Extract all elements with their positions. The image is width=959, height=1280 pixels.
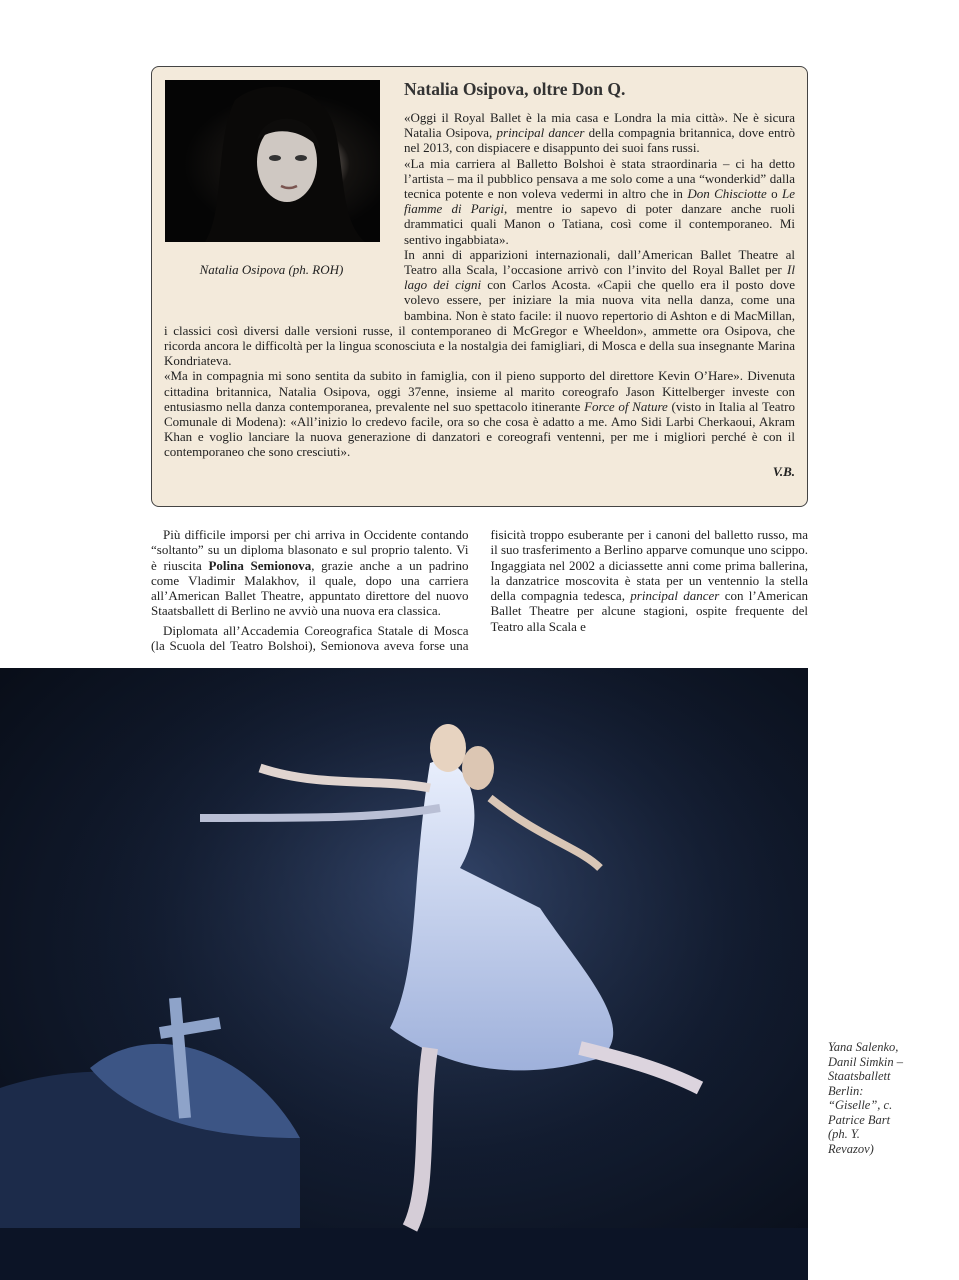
text-run: Polina Semionova <box>208 557 312 573</box>
text-run: principal dancer <box>496 125 585 141</box>
text-run: Più difficile imporsi per chi arriva in Occidente contando “soltanto” su un diploma blasonato e sul proprio talento. Vi è riuscita <box>151 527 469 573</box>
box-title: Natalia Osipova, oltre Don Q. <box>404 79 626 99</box>
photo-caption: Yana Salenko, Danil Simkin – Staatsballett Berlin: “Giselle”, c. Patrice Bart (ph. Y. Revazov) <box>828 1040 903 1156</box>
text-run: , grazie anche a un padrino come Vladimir Malakhov, il quale, dopo una carriera all’American Ballet Theatre, appuntato direttore del nuovo Staatsballett di Berlino ne avviò una nuova era classica. <box>151 557 469 619</box>
text-run: «Ma in compagnia mi sono sentita da subito in famiglia, con il pieno supporto del direttore Kevin O’Hare». Divenuta cittadina britannica, Natalia Osipova, oggi 37enne, insieme al marito coreografo Jason Kittelberger investe con entusiasmo nella danza contemporanea, prevalente nel suo spettacolo itinerante <box>164 368 795 414</box>
text-run: Don Chisciotte <box>687 186 767 202</box>
portrait-figure <box>164 79 396 317</box>
text-run: della compagnia britannica, dove entrò nel 2013, con dispiacere e disappunto dei suoi fans russi. <box>404 125 795 156</box>
portrait-image <box>165 80 380 242</box>
text-run: In anni di apparizioni internazionali, dall’American Ballet Theatre al Teatro alla Scala, l’occasione arrivò con l’invito del Royal Ballet per <box>404 246 795 278</box>
text-run: (visto in Italia al Teatro Comunale di Modena): «All’inizio lo credevo facile, ora so che cosa è adatto a me. Amo Sidi Larbi Cherkaoui, Akram Khan e voglio lanciare la nuova generazione di danzatori e coreografi ventenni, per me i migliori perché è con il contemporaneo che sono cresciuti». <box>164 398 795 460</box>
box-signature: V.B. <box>772 463 795 479</box>
text-run: principal dancer <box>630 588 720 604</box>
text-run: con l’American Ballet Theatre per alcune stagioni, ospite frequente del Teatro alla Scala e <box>490 588 808 634</box>
text-run: Il lago dei cigni <box>404 262 795 293</box>
text-run: «La mia carriera al Balletto Bolshoi è stata straordinaria – ci ha detto l’artista – ma il pubblico pensava a me solo come a una “wonderkid” dalla tecnica potente e non voleva vedermi in altro che in <box>404 155 795 202</box>
portrait-photo <box>165 80 380 242</box>
paragraph <box>151 527 469 619</box>
text-run: Force of Nature <box>584 398 668 414</box>
text-run: «Oggi il Royal Ballet è la mia casa e Londra la mia città». Ne è sicura Natalia Osipova, <box>404 110 795 141</box>
text-run: con Carlos Acosta. «Capii che quello era il posto dove volevo essere, per iniziare la mia nuova vita nella danza, come una bambina. Non è stato facile: il nuovo repertorio di Ashton e di MacMillan, i classici così diversi dalle versioni russe, il contemporaneo di McGregor e Wheeldon», ammette ora Osipova, che ricorda ancora le difficoltà per la lingua sconosciuta e la nostalgia dei famigliari, di Mosca e della sua insegnante Marina Kondriateva. <box>164 277 795 369</box>
text-run: Le fiamme di Parigi <box>404 186 796 217</box>
ballet-scene-image <box>0 668 808 1280</box>
text-run: Diplomata all’Accademia Coreografica Statale di Mosca (la Scuola del Teatro Bolshoi), Semionova aveva forse una fisicità troppo esuberante per i canoni del balletto russo, ma il suo trasferimento a Berlino apparve comunque uno scippo. Ingaggiata nel 2002 a diciassette anni come prima ballerina, la danzatrice moscovita è stata per un ventennio la stella della compagnia tedesca, <box>151 527 808 654</box>
paragraph <box>164 368 795 459</box>
article-body <box>151 527 808 657</box>
sidebar-box-osipova <box>151 66 808 507</box>
ballet-photo <box>0 668 808 1280</box>
text-run: , mentre io sapevo di poter danzare anche ruoli drammatici quali Manon o Tatiana, così come il contemporaneo. Mi sentivo ingabbiata». <box>404 201 795 247</box>
text-run: o <box>766 186 783 202</box>
portrait-caption: Natalia Osipova (ph. ROH) <box>199 262 344 277</box>
